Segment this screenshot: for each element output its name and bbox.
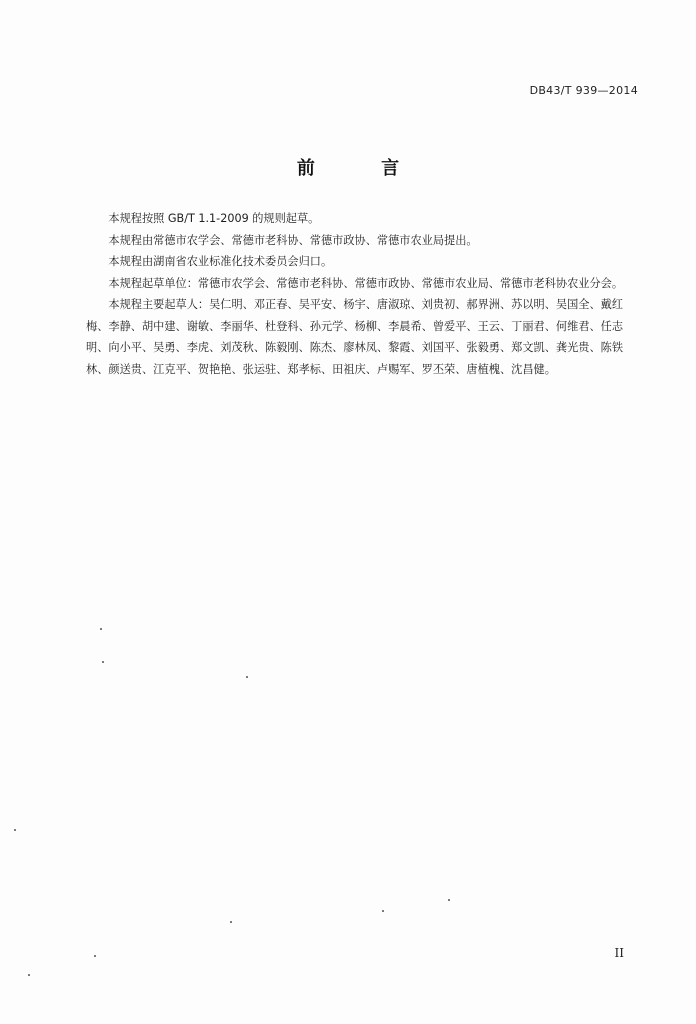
scan-speck <box>102 661 104 663</box>
page-number: II <box>614 946 624 960</box>
scan-speck <box>94 955 96 957</box>
document-code: DB43/T 939—2014 <box>529 84 638 97</box>
paragraph-centralized-by <box>86 251 639 273</box>
scan-speck <box>246 676 248 678</box>
scan-speck <box>14 829 16 831</box>
paragraph-text: 本规程起草单位：常德市农学会、常德市老科协、常德市政协、常德市农业局、常德市老科协农业分会。 <box>108 276 624 290</box>
scan-speck <box>382 910 384 912</box>
paragraph-drafting-rules <box>86 208 639 230</box>
paragraph-text: 本规程主要起草人：吴仁明、邓正春、吴平安、杨宇、唐淑琼、刘贵初、郝界洲、苏以明、吴国全、戴红梅、李静、胡中建、谢敏、李丽华、杜登科、孙元学、杨柳、李晨希、曾爱平、王云、丁丽君、何维君、任志明、向小平、吴勇、李虎、刘茂秋、陈毅刚、陈杰、廖林凤、黎霞、刘国平、张毅勇、郑文凯、龚光贵、陈铁林、颜送贵、江克平、贺艳艳、张运驻、郑孝标、田祖庆、卢赐军、罗丕荣、唐植槐、沈昌健。 <box>86 298 624 376</box>
paragraph-drafters <box>86 294 639 380</box>
foreword-body <box>86 208 639 380</box>
paragraph-text: 本规程由湖南省农业标准化技术委员会归口。 <box>108 255 333 268</box>
paragraph-drafting-units <box>86 273 639 295</box>
scan-speck <box>28 974 30 976</box>
paragraph-proposed-by <box>86 230 639 252</box>
page-title: 前 言 <box>296 158 430 179</box>
scan-speck <box>448 899 450 901</box>
paragraph-text: 本规程按照 GB/T 1.1-2009 的规则起草。 <box>108 212 320 225</box>
scan-speck <box>230 921 232 923</box>
scan-speck <box>100 628 102 630</box>
paragraph-text: 本规程由常德市农学会、常德市老科协、常德市政协、常德市农业局提出。 <box>108 233 478 247</box>
